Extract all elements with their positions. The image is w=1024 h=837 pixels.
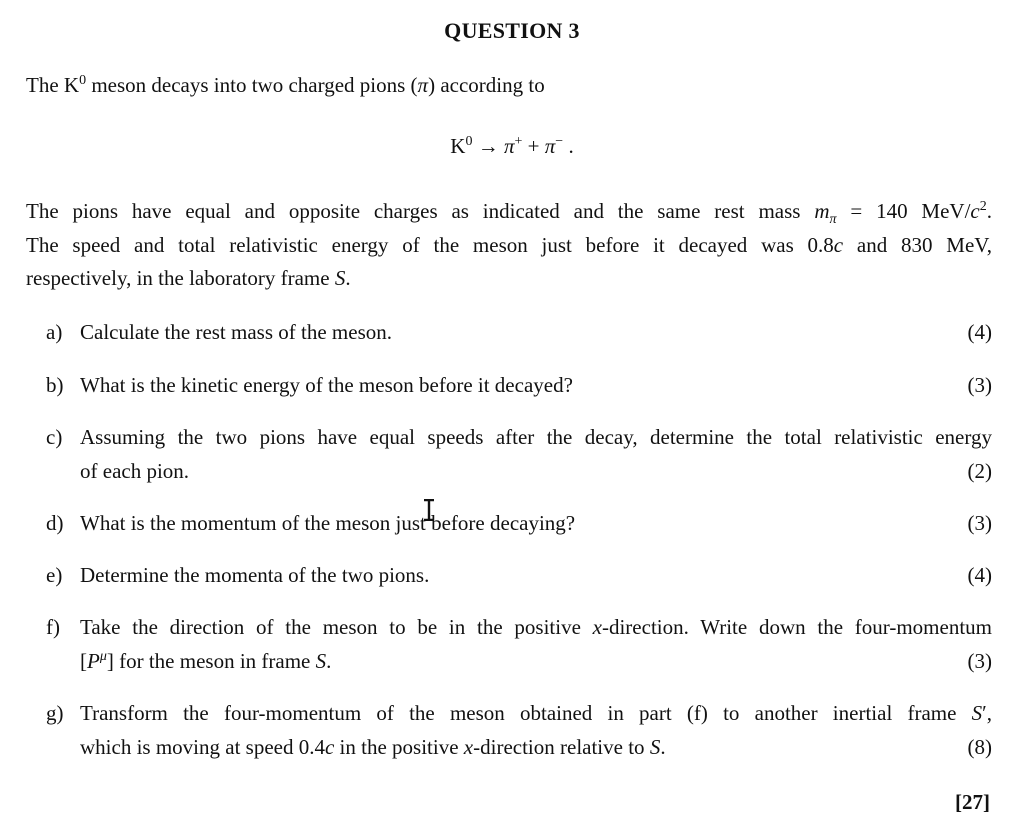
para-mass-value: = 140 MeV/	[836, 199, 971, 223]
eq-k: K	[450, 134, 466, 158]
question-text-line1	[80, 611, 992, 645]
question-text: What is the kinetic energy of the meson before it decayed?	[80, 373, 573, 397]
q-f-l2c: .	[326, 648, 332, 673]
para-line-3	[26, 262, 992, 296]
para-line2-b: and 830 MeV,	[843, 232, 992, 257]
q-g-l1a: Transform the four-momentum of the meson obtained in part (f) to another inertial frame	[80, 701, 972, 725]
q-g-l2a: which is moving at speed 0.4	[80, 734, 325, 759]
q-g-S2: S	[649, 734, 661, 759]
question-body	[80, 507, 958, 541]
eq-arrow: →	[472, 134, 504, 158]
question-label: b)	[46, 373, 64, 397]
question-body	[80, 697, 992, 764]
q-f-l1a: Take the direction of the meson to be in the positive	[80, 615, 593, 639]
eq-pi-minus-sup: −	[555, 134, 564, 149]
para-line3-a: respectively, in the laboratory frame	[26, 266, 335, 290]
q-f-l2a: [	[80, 648, 87, 673]
question-text: What is the momentum of the meson just before decaying?	[80, 511, 576, 535]
question-text-line1: Assuming the two pions have equal speeds after the decay, determine the total relativistic energy	[80, 425, 992, 449]
para-line2-a: The speed and total relativistic energy of the meson just before it decayed was 0.8	[26, 232, 834, 257]
para-line2-c: c	[833, 232, 844, 257]
q-g-prime: ′	[982, 701, 987, 725]
q-g-l2d: -direction relative to	[473, 734, 650, 759]
q-f-l2b: ] for the meson in frame	[106, 648, 316, 673]
question-label: f)	[46, 615, 60, 639]
question-body	[80, 369, 958, 403]
eq-end: .	[563, 134, 574, 158]
para-mass-symbol: m	[814, 199, 830, 223]
para-line1-text: The pions have equal and opposite charges as indicated and the same rest mass	[26, 199, 801, 223]
question-marks: (3)	[967, 373, 992, 397]
description-paragraph	[26, 195, 992, 296]
eq-k-sup: 0	[465, 134, 473, 149]
question-body	[80, 559, 958, 593]
page-title: QUESTION 3	[444, 18, 580, 43]
question-body	[80, 611, 992, 678]
q-g-x: x	[463, 734, 474, 759]
question-text-line2	[80, 731, 992, 765]
q-f-x: x	[592, 615, 602, 639]
decay-equation	[0, 133, 1024, 159]
eq-pi-plus: π	[503, 134, 515, 158]
question-marks: (4)	[967, 320, 992, 344]
q-f-l1b: -direction. Write down the four-momentum	[601, 615, 992, 639]
intro-pi: π	[417, 73, 429, 97]
q-g-c: c	[324, 734, 335, 759]
question-text-line2	[80, 645, 992, 679]
question-marks: (8)	[967, 734, 992, 759]
intro-sup: 0	[79, 73, 87, 88]
q-g-S: S	[971, 701, 983, 725]
question-body	[80, 316, 958, 350]
para-line3-b: .	[345, 266, 351, 290]
question-label: e)	[46, 563, 63, 587]
question-marks: (3)	[967, 511, 992, 535]
eq-pi-minus: π	[544, 134, 556, 158]
question-text-line1	[80, 697, 992, 731]
q-f-P: P	[87, 648, 100, 673]
para-line1-end: .	[986, 199, 992, 223]
q-f-mu: μ	[99, 648, 107, 664]
question-label: d)	[46, 511, 64, 535]
question-text: Determine the momenta of the two pions.	[80, 563, 430, 587]
eq-pi-plus-sup: +	[514, 134, 523, 149]
q-g-l2e: .	[660, 734, 666, 759]
question-text-line2: of each pion.	[80, 458, 190, 483]
para-c: c	[970, 199, 980, 223]
q-g-l2b: in the positive	[334, 734, 464, 759]
question-marks: (2)	[967, 458, 992, 483]
total-marks: [27]	[955, 790, 990, 814]
eq-plus: +	[522, 134, 545, 158]
text-cursor-icon	[422, 499, 436, 521]
q-g-l1b: ,	[986, 701, 992, 725]
question-body	[80, 421, 992, 488]
question-marks: (4)	[967, 563, 992, 587]
para-mass-sub: π	[829, 212, 837, 228]
intro-after: meson decays into two charged pions (	[86, 73, 418, 97]
para-line-1	[26, 195, 992, 229]
para-line-2	[26, 229, 992, 263]
intro-text	[26, 72, 996, 98]
question-text: Calculate the rest mass of the meson.	[80, 320, 392, 344]
question-label: a)	[46, 320, 63, 344]
intro-before: The K	[26, 73, 80, 97]
question-marks: (3)	[967, 648, 992, 673]
question-label: g)	[46, 701, 64, 725]
q-f-S: S	[315, 648, 327, 673]
para-c-sup: 2	[979, 199, 987, 214]
intro-end: ) according to	[428, 73, 545, 97]
para-line3-S: S	[334, 266, 346, 290]
question-label: c)	[46, 425, 63, 449]
